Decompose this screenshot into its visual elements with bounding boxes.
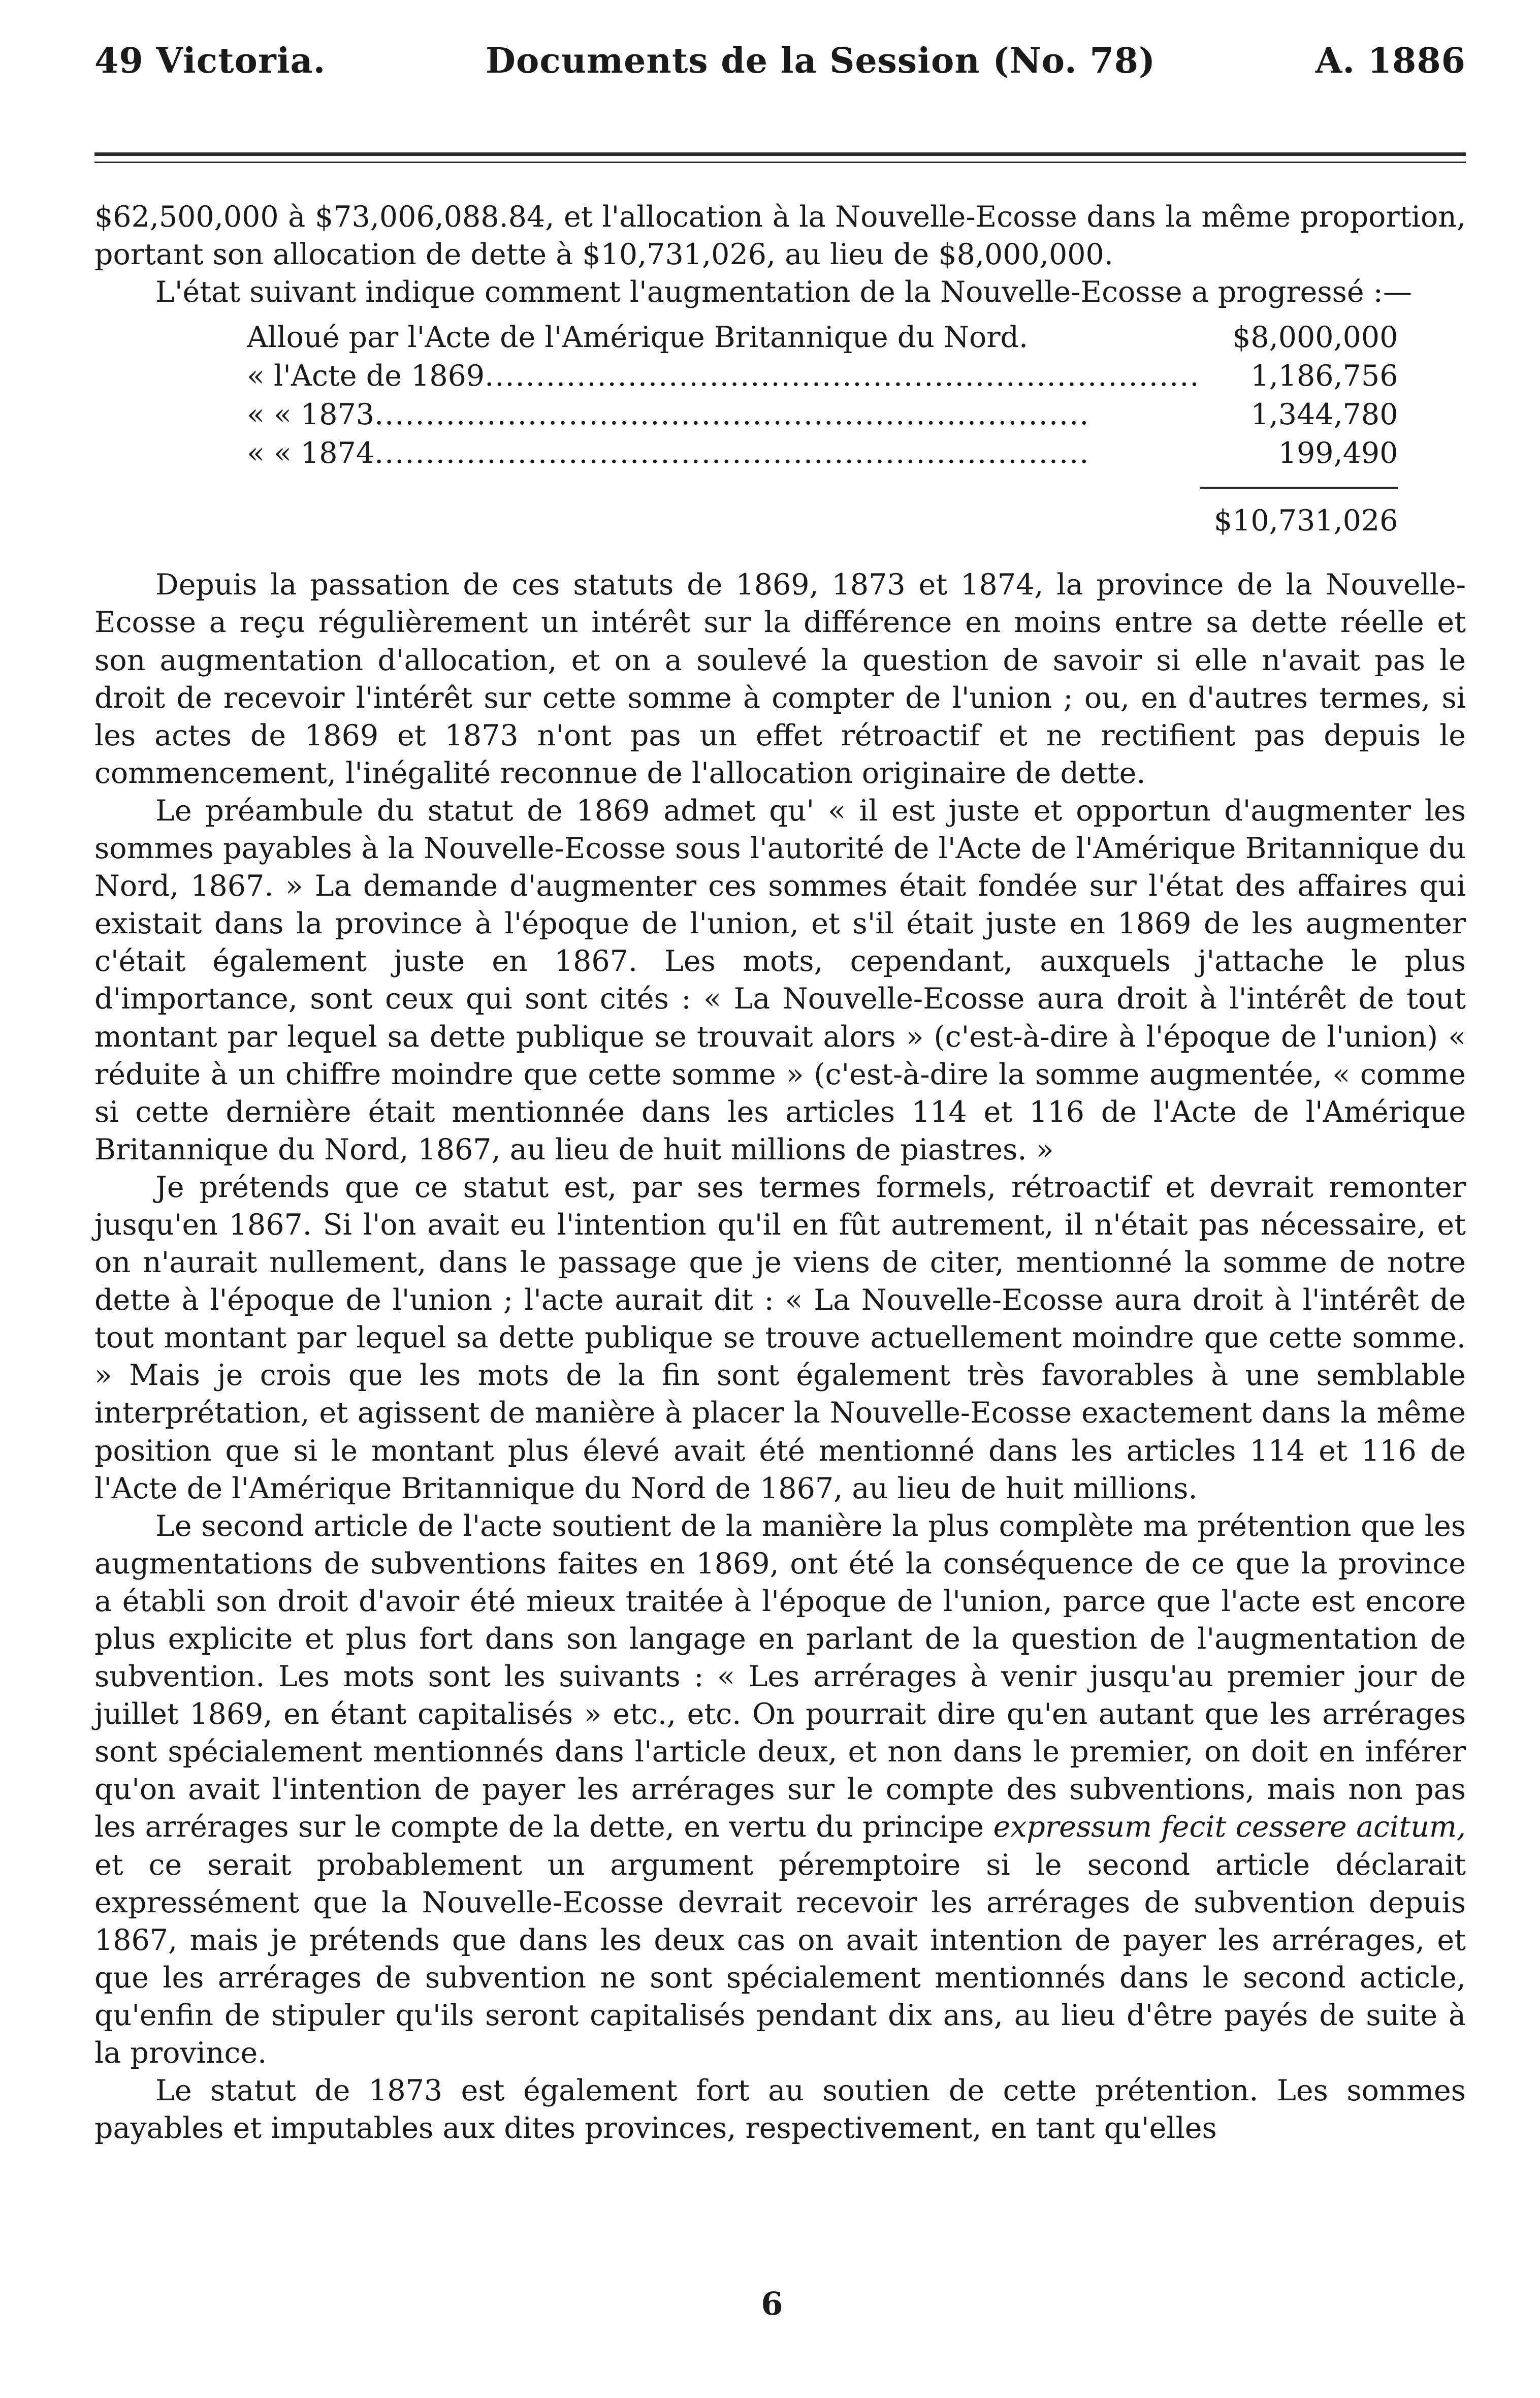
leader-dots — [374, 398, 1089, 431]
row-label: Alloué par l'Acte de l'Amérique Britannique du Nord. — [247, 321, 1029, 355]
paragraph-2: L'état suivant indique comment l'augmentation de la Nouvelle-Ecosse a progressé :— — [155, 275, 1412, 309]
paragraph-6 — [94, 1507, 1466, 2072]
table-total-row — [247, 472, 1398, 540]
row-amount: 1,186,756 — [1250, 359, 1398, 393]
row-label: « l'Acte de 1869 — [247, 359, 485, 393]
paragraph-4: Le préambule du statut de 1869 admet qu' « il est juste et opportun d'augmenter les sommes payables à la Nouvelle-Ecosse sous l'autorité de l'Acte de l'Amérique Britannique du Nord, 1867. » La demande d'augmenter ces sommes était fondée sur l'état des affaires qui existait dans la province à l'époque de l'union, et s'il était juste en 1869 de les augmenter c'était également juste en 1867. Les mots, cependant, auxquels j'attache le plus d'importance, sont ceux qui sont cités : « La Nouvelle-Ecosse aura droit à l'intérêt de tout montant par lequel sa dette publique se trouvait alors » (c'est-à-dire à l'époque de l'union) « réduite à un chiffre moindre que cette somme » (c'est-à-dire la somme augmentée, « comme si cette dernière était mentionnée dans les articles 114 et 116 de l'Acte de l'Amérique Britannique du Nord, 1867, au lieu de huit millions de piastres. » — [94, 794, 1466, 1166]
allocation-table — [247, 318, 1398, 540]
header-rule-thin — [94, 162, 1466, 163]
table-row — [247, 318, 1398, 357]
table-row — [247, 434, 1398, 472]
paragraph-1: $62,500,000 à $73,006,088.84, et l'allocation à la Nouvelle-Ecosse dans la même proportion, portant son allocation de dette à $10,731,026, au lieu de $8,000,000. — [94, 200, 1466, 272]
leader-dots — [374, 436, 1089, 470]
paragraph-6-part-a: Le second article de l'acte soutient de la manière la plus complète ma prétention que les augmentations de subventions faites en 1869, ont été la conséquence de ce que la province a établi son droit d'avoir été mieux traitée à l'époque de l'union, parce que l'acte est encore plus explicite et plus fort dans son langage en parlant de la question de l'augmentation de subvention. Les mots sont les suivants : « Les arrérages à venir jusqu'au premier jour de juillet 1869, en étant capitalisés » etc., etc. On pourrait dire qu'en autant que les arrérages sont spécialement mentionnés dans l'article deux, et non dans le premier, on doit en inférer qu'on avait l'intention de payer les arrérages sur le compte des subventions, mais non pas les arrérages sur le compte de la dette, en vertu du principe — [94, 1509, 1466, 1844]
table-row — [247, 395, 1398, 434]
document-body — [94, 198, 1466, 2147]
paragraph-3: Depuis la passation de ces statuts de 1869, 1873 et 1874, la province de la Nouvelle-Ecosse a reçu régulièrement un intérêt sur la différence en moins entre sa dette réelle et son augmentation d'allocation, et on a soulevé la question de savoir si elle n'avait pas le droit de recevoir l'intérêt sur cette somme à compter de l'union ; ou, en d'autres termes, si les actes de 1869 et 1873 n'ont pas un effet rétroactif et ne rectifient pas depuis le commencement, l'inégalité reconnue de l'allocation originaire de dette. — [94, 568, 1466, 790]
total-rule — [1200, 487, 1398, 489]
row-label: « « 1874 — [247, 436, 375, 470]
row-amount: 199,490 — [1278, 436, 1398, 470]
header-rule-thick — [94, 152, 1466, 156]
total-amount: $10,731,026 — [1213, 504, 1398, 538]
row-amount: 1,344,780 — [1250, 398, 1398, 432]
row-label: « « 1873 — [247, 398, 375, 432]
paragraph-7: Le statut de 1873 est également fort au soutien de cette prétention. Les sommes payables et imputables aux dites provinces, respectivement, en tant qu'elles — [94, 2074, 1466, 2145]
header-title: Documents de la Session (No. 78) — [486, 41, 1156, 81]
paragraph-6-part-b: et ce serait probablement un argument péremptoire si le second article déclarait expressément que la Nouvelle-Ecosse devrait recevoir les arrérages de subvention depuis 1867, mais je prétends que dans les deux cas on avait intention de payer les arrérages, et que les arrérages de subvention ne sont spécialement mentionnés dans le second acticle, qu'enfin de stipuler qu'ils seront capitalisés pendant dix ans, au lieu d'être payés de suite à la province. — [94, 1848, 1466, 2070]
page-number: 6 — [761, 2285, 783, 2322]
header-year: A. 1886 — [1315, 41, 1466, 81]
row-amount: $8,000,000 — [1232, 321, 1398, 355]
leader-dots — [485, 359, 1200, 393]
paragraph-5: Je prétends que ce statut est, par ses termes formels, rétroactif et devrait remonter jusqu'en 1867. Si l'on avait eu l'intention qu'il en fût autrement, il n'était pas nécessaire, et on n'aurait nullement, dans le passage que je viens de citer, mentionné la somme de notre dette à l'époque de l'union ; l'acte aurait dit : « La Nouvelle-Ecosse aura droit à l'intérêt de tout montant par lequel sa dette publique se trouve actuellement moindre que cette somme. » Mais je crois que les mots de la fin sont également très favorables à une semblable interprétation, et agissent de manière à placer la Nouvelle-Ecosse exactement dans la même position que si le montant plus élevé avait été mentionné dans les articles 114 et 116 de l'Acte de l'Amérique Britannique du Nord de 1867, au lieu de huit millions. — [94, 1170, 1466, 1505]
page-header — [94, 41, 1466, 97]
latin-phrase: expressum fecit cessere acitum, — [993, 1810, 1466, 1844]
table-row — [247, 357, 1398, 395]
header-regnal-year: 49 Victoria. — [94, 41, 326, 81]
spacer — [94, 540, 1466, 566]
